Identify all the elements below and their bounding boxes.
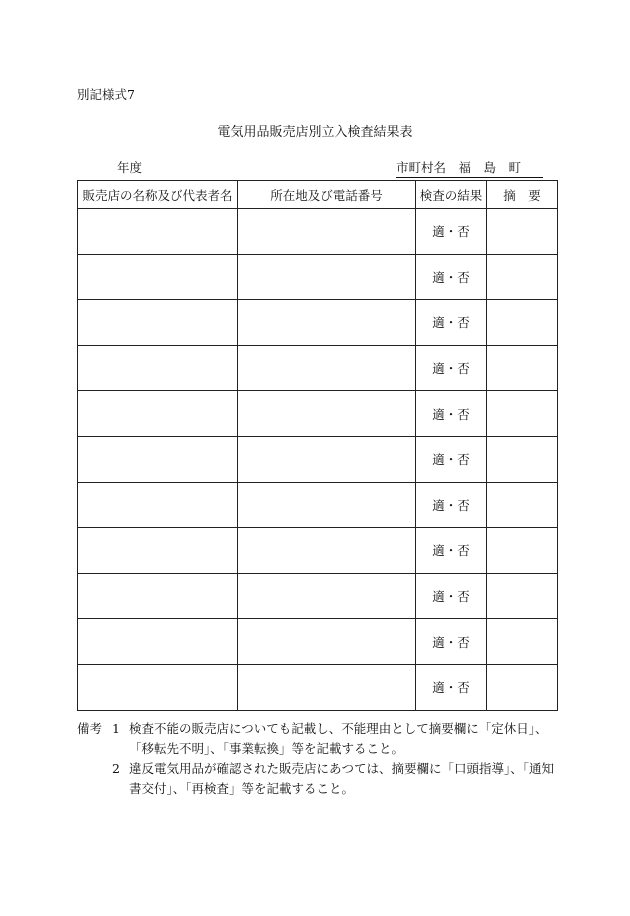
address-phone-cell[interactable] bbox=[238, 391, 416, 437]
table-row bbox=[78, 664, 558, 710]
year-label: 年度 bbox=[117, 160, 143, 175]
note-item bbox=[77, 719, 557, 759]
remarks-cell[interactable] bbox=[487, 300, 558, 346]
store-name-cell[interactable] bbox=[78, 573, 238, 619]
store-name-cell[interactable] bbox=[78, 528, 238, 574]
table-row bbox=[78, 300, 558, 346]
inspection-result-cell[interactable]: 適・否 bbox=[416, 209, 487, 255]
note-number: 2 bbox=[112, 761, 120, 776]
table-row bbox=[78, 254, 558, 300]
address-phone-cell[interactable] bbox=[238, 254, 416, 300]
inspection-result-table bbox=[77, 180, 558, 711]
column-header-address-phone: 所在地及び電話番号 bbox=[238, 181, 416, 209]
address-phone-cell[interactable] bbox=[238, 436, 416, 482]
inspection-result-cell[interactable]: 適・否 bbox=[416, 436, 487, 482]
document-title: 電気用品販売店別立入検査結果表 bbox=[217, 125, 413, 140]
note-item bbox=[77, 759, 557, 799]
remarks-cell[interactable] bbox=[487, 528, 558, 574]
table-header-row bbox=[78, 181, 558, 209]
remarks-cell[interactable] bbox=[487, 482, 558, 528]
store-name-cell[interactable] bbox=[78, 345, 238, 391]
column-header-inspection-result: 検査の結果 bbox=[416, 181, 487, 209]
remarks-cell[interactable] bbox=[487, 254, 558, 300]
store-name-cell[interactable] bbox=[78, 482, 238, 528]
store-name-cell[interactable] bbox=[78, 436, 238, 482]
note-number: 1 bbox=[112, 721, 120, 736]
notes-section bbox=[77, 719, 557, 799]
address-phone-cell[interactable] bbox=[238, 209, 416, 255]
inspection-result-cell[interactable]: 適・否 bbox=[416, 528, 487, 574]
address-phone-cell[interactable] bbox=[238, 664, 416, 710]
remarks-cell[interactable] bbox=[487, 664, 558, 710]
inspection-result-cell[interactable]: 適・否 bbox=[416, 664, 487, 710]
inspection-result-cell[interactable]: 適・否 bbox=[416, 300, 487, 346]
column-header-store-name: 販売店の名称及び代表者名 bbox=[78, 181, 238, 209]
column-header-remarks: 摘 要 bbox=[487, 181, 558, 209]
table-row bbox=[78, 619, 558, 665]
store-name-cell[interactable] bbox=[78, 254, 238, 300]
address-phone-cell[interactable] bbox=[238, 619, 416, 665]
store-name-cell[interactable] bbox=[78, 209, 238, 255]
inspection-result-cell[interactable]: 適・否 bbox=[416, 391, 487, 437]
remarks-cell[interactable] bbox=[487, 391, 558, 437]
address-phone-cell[interactable] bbox=[238, 300, 416, 346]
remarks-cell[interactable] bbox=[487, 209, 558, 255]
store-name-cell[interactable] bbox=[78, 300, 238, 346]
address-phone-cell[interactable] bbox=[238, 345, 416, 391]
table-row bbox=[78, 436, 558, 482]
table-row bbox=[78, 391, 558, 437]
table-row bbox=[78, 573, 558, 619]
inspection-result-cell[interactable]: 適・否 bbox=[416, 254, 487, 300]
municipality-label: 市町村名 福 島 町 bbox=[396, 158, 543, 178]
store-name-cell[interactable] bbox=[78, 391, 238, 437]
form-number: 別記様式7 bbox=[77, 87, 135, 102]
remarks-cell[interactable] bbox=[487, 436, 558, 482]
table-row bbox=[78, 528, 558, 574]
store-name-cell[interactable] bbox=[78, 619, 238, 665]
store-name-cell[interactable] bbox=[78, 664, 238, 710]
inspection-result-cell[interactable]: 適・否 bbox=[416, 345, 487, 391]
table-body bbox=[78, 209, 558, 711]
inspection-result-cell[interactable]: 適・否 bbox=[416, 573, 487, 619]
notes-heading: 備考 bbox=[77, 721, 103, 736]
inspection-result-cell[interactable]: 適・否 bbox=[416, 482, 487, 528]
note-text: 違反電気用品が確認された販売店にあつては、摘要欄に「口頭指導」、「通知書交付」、「再検査」等を記載すること。 bbox=[129, 761, 555, 796]
remarks-cell[interactable] bbox=[487, 573, 558, 619]
address-phone-cell[interactable] bbox=[238, 573, 416, 619]
table-row bbox=[78, 482, 558, 528]
table-row bbox=[78, 345, 558, 391]
inspection-result-cell[interactable]: 適・否 bbox=[416, 619, 487, 665]
remarks-cell[interactable] bbox=[487, 345, 558, 391]
address-phone-cell[interactable] bbox=[238, 528, 416, 574]
remarks-cell[interactable] bbox=[487, 619, 558, 665]
address-phone-cell[interactable] bbox=[238, 482, 416, 528]
note-text: 検査不能の販売店についても記載し、不能理由として摘要欄に「定休日」、「移転先不明」、「事業転換」等を記載すること。 bbox=[129, 721, 548, 756]
table-row bbox=[78, 209, 558, 255]
